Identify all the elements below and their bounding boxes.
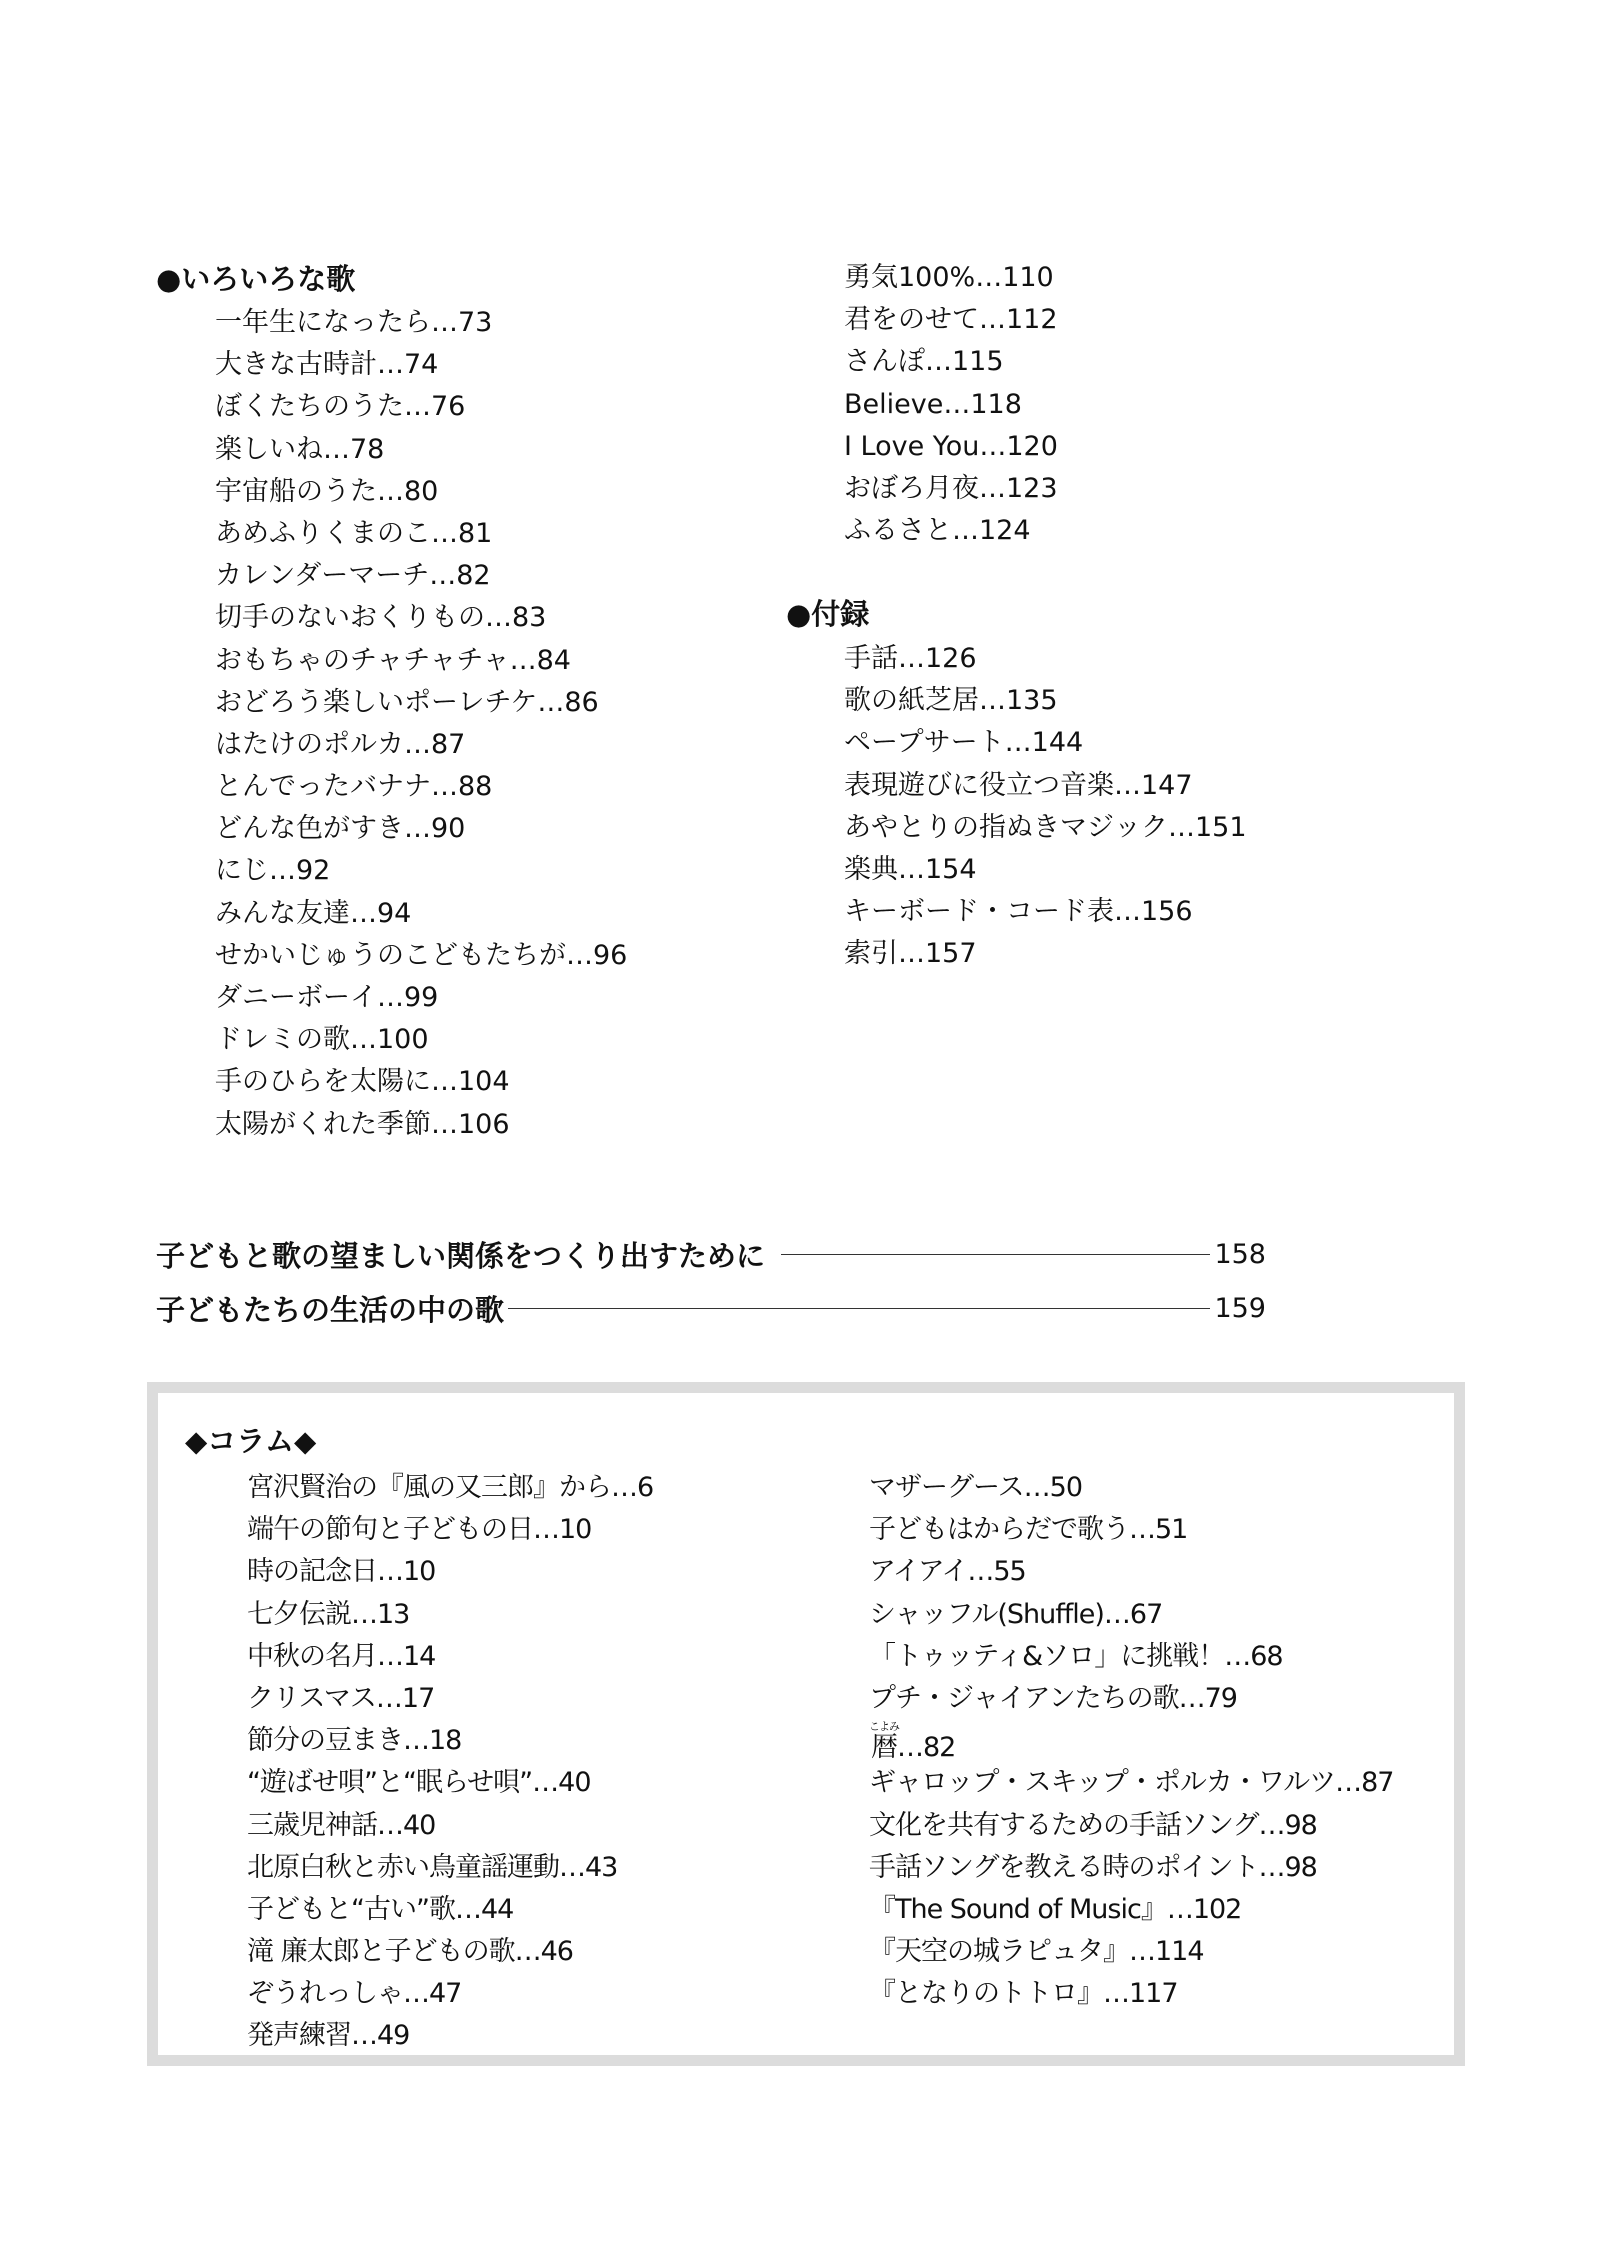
toc-item[interactable]: 『となりのトトロ』…117 [869, 1978, 1178, 2010]
toc-item[interactable]: ペープサート…144 [844, 727, 1084, 759]
toc-item[interactable]: 「トゥッティ&ソロ」に挑戦！…68 [869, 1640, 1283, 1672]
toc-item[interactable]: はたけのポルカ…87 [215, 728, 466, 760]
toc-item[interactable]: せかいじゅうのこどもたちが…96 [215, 939, 628, 971]
toc-item[interactable]: ふるさと…124 [844, 515, 1031, 547]
toc-item[interactable]: 表現遊びに役立つ音楽…147 [844, 769, 1193, 801]
toc-item[interactable]: 大きな古時計…74 [215, 349, 439, 381]
toc-item[interactable]: 端午の節句と子どもの日…10 [247, 1514, 592, 1546]
songs-list-left [215, 302, 627, 1146]
chapter-title: 子どもたちの生活の中の歌 [156, 1293, 505, 1327]
column-box [147, 1382, 1465, 2066]
toc-item[interactable]: あめふりくまのこ…81 [215, 517, 493, 549]
toc-item[interactable]: 発声練習…49 [247, 2020, 410, 2052]
toc-item[interactable]: 子どもはからだで歌う…51 [869, 1514, 1188, 1546]
page-ref: …82 [897, 1732, 956, 1764]
toc-item[interactable]: 北原白秋と赤い鳥童謡運動…43 [247, 1851, 618, 1883]
koyomi-ruby [869, 1720, 899, 1764]
toc-item[interactable]: 手のひらを太陽に…104 [215, 1066, 510, 1098]
appendix-list [844, 638, 1247, 976]
toc-item[interactable]: 三歳児神話…40 [247, 1809, 436, 1841]
toc-item[interactable]: あやとりの指ぬきマジック…151 [844, 811, 1247, 843]
toc-item[interactable]: 楽しいね…78 [215, 433, 385, 465]
chapter-entry[interactable] [156, 1234, 1266, 1275]
section-heading-songs: ●いろいろな歌 [156, 262, 356, 296]
toc-item[interactable]: クリスマス…17 [247, 1682, 435, 1714]
column-list-left [247, 1467, 653, 2058]
toc-item[interactable]: おぼろ月夜…123 [844, 472, 1058, 504]
toc-item[interactable]: Believe…118 [844, 388, 1022, 420]
toc-item[interactable]: ぞうれっしゃ…47 [247, 1978, 462, 2010]
toc-item[interactable]: 子どもと“古い”歌…44 [247, 1893, 514, 1925]
toc-item[interactable]: おもちゃのチャチャチャ…84 [215, 644, 571, 676]
chapter-page: 158 [1214, 1239, 1266, 1270]
kanji: 暦 [869, 1732, 899, 1764]
toc-item[interactable]: 索引…157 [844, 938, 977, 970]
chapter-page: 159 [1214, 1293, 1266, 1324]
furigana: こよみ [869, 1720, 899, 1734]
toc-item[interactable] [869, 1720, 1393, 1762]
songs-list-right [844, 257, 1058, 552]
toc-item[interactable]: ぼくたちのうた…76 [215, 391, 466, 423]
toc-item[interactable]: 手話…126 [844, 643, 977, 674]
toc-item[interactable]: 君をのせて…112 [844, 304, 1058, 336]
toc-item[interactable]: 節分の豆まき…18 [247, 1725, 462, 1757]
toc-item[interactable]: 『The Sound of Music』…102 [869, 1893, 1242, 1925]
toc-item[interactable]: 中秋の名月…14 [247, 1640, 436, 1672]
toc-item[interactable]: 滝 廉太郎と子どもの歌…46 [247, 1936, 573, 1968]
toc-item[interactable]: 七夕伝説…13 [247, 1598, 410, 1630]
toc-item[interactable]: “遊ばせ唄”と“眠らせ唄”…40 [247, 1767, 591, 1799]
toc-item[interactable]: プチ・ジャイアンたちの歌…79 [869, 1682, 1237, 1714]
toc-item[interactable]: シャッフル(Shuffle)…67 [869, 1598, 1163, 1630]
leader-line [508, 1308, 1210, 1309]
toc-item[interactable]: 一年生になったら…73 [215, 307, 493, 338]
toc-item[interactable]: みんな友達…94 [215, 897, 412, 929]
toc-item[interactable]: 『天空の城ラピュタ』…114 [869, 1936, 1204, 1968]
toc-item[interactable]: 勇気100%…110 [844, 262, 1054, 293]
chapter-entry[interactable] [156, 1288, 1266, 1329]
toc-item[interactable]: I Love You…120 [844, 430, 1058, 462]
toc-item[interactable]: おどろう楽しいポーレチケ…86 [215, 686, 599, 718]
column-list-right [869, 1467, 1393, 2015]
toc-item[interactable]: 宇宙船のうた…80 [215, 475, 439, 507]
toc-item[interactable]: 歌の紙芝居…135 [844, 685, 1058, 717]
toc-item[interactable]: 時の記念日…10 [247, 1556, 436, 1588]
toc-item[interactable]: 文化を共有するための手話ソング…98 [869, 1809, 1317, 1841]
toc-item[interactable]: ドレミの歌…100 [215, 1024, 429, 1056]
toc-item[interactable]: 楽典…154 [844, 853, 977, 885]
toc-item[interactable]: さんぽ…115 [844, 346, 1004, 378]
toc-item[interactable]: マザーグース…50 [869, 1472, 1083, 1503]
toc-item[interactable]: アイアイ…55 [869, 1556, 1026, 1588]
section-heading-appendix: ●付録 [786, 597, 870, 631]
toc-item[interactable]: どんな色がすき…90 [215, 813, 466, 845]
toc-item[interactable]: キーボード・コード表…156 [844, 896, 1193, 928]
toc-item[interactable]: 太陽がくれた季節…106 [215, 1108, 510, 1140]
leader-line [781, 1254, 1210, 1255]
toc-item[interactable]: 切手のないおくりもの…83 [215, 602, 547, 634]
section-heading-column: ◆コラム◆ [185, 1424, 317, 1458]
toc-item[interactable]: ダニーボーイ…99 [215, 982, 439, 1013]
toc-item[interactable]: カレンダーマーチ…82 [215, 560, 491, 592]
toc-item[interactable]: とんでったバナナ…88 [215, 771, 493, 803]
toc-item[interactable]: 手話ソングを教える時のポイント…98 [869, 1851, 1317, 1883]
chapter-title: 子どもと歌の望ましい関係をつくり出すために [156, 1239, 766, 1273]
toc-item[interactable]: にじ…92 [215, 855, 331, 887]
toc-item[interactable]: 宮沢賢治の『風の又三郎』から…6 [247, 1472, 654, 1503]
toc-item[interactable]: ギャロップ・スキップ・ポルカ・ワルツ…87 [869, 1767, 1394, 1799]
